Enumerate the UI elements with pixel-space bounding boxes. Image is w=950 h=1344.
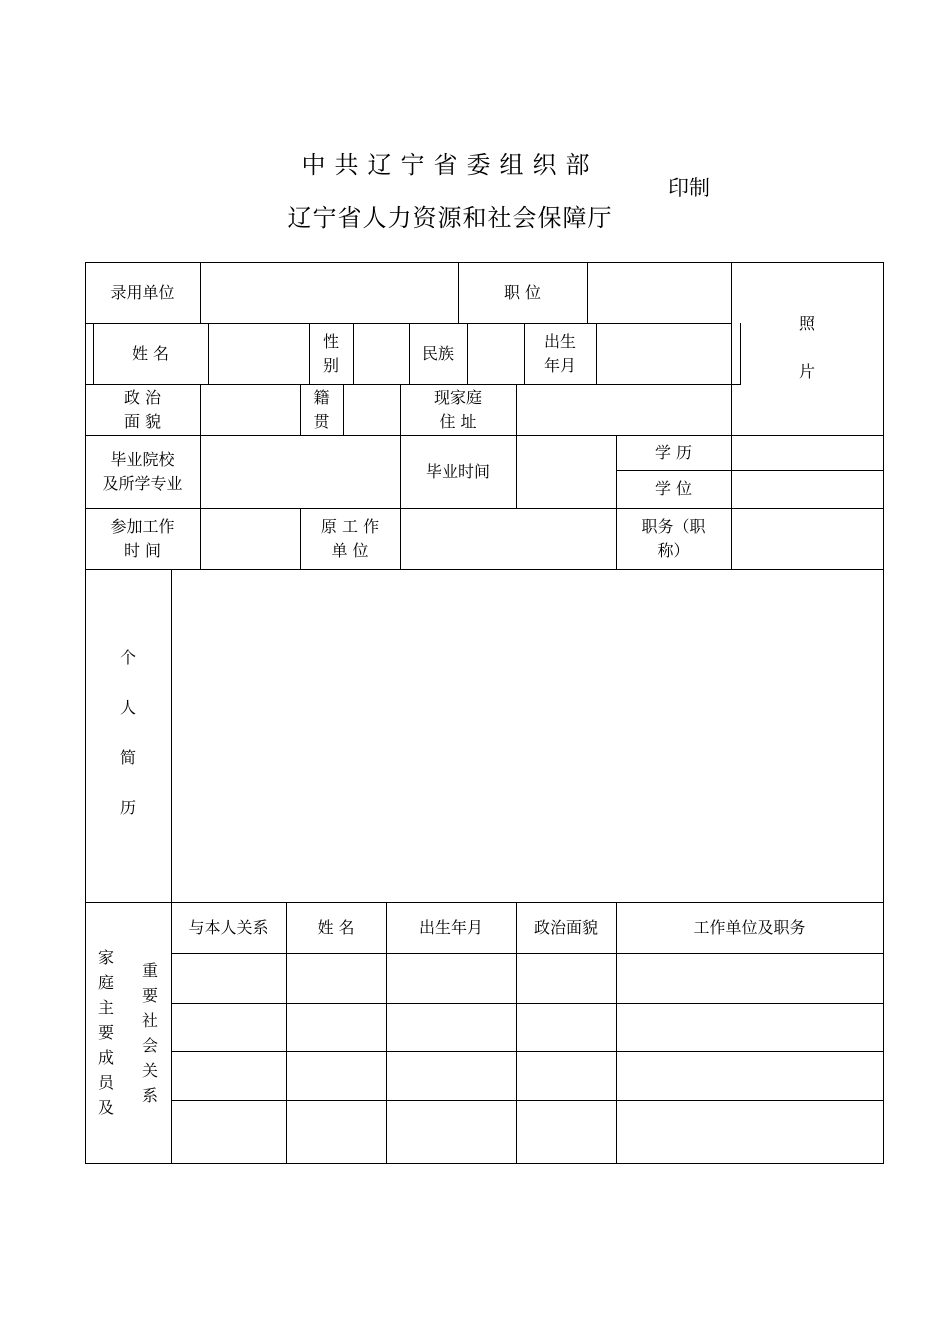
education-label: 学 历 (654, 442, 693, 462)
ethnicity-field[interactable] (468, 324, 524, 384)
gender-label: 性 别 (322, 331, 339, 375)
degree-label: 学 位 (654, 479, 693, 498)
work-start-field[interactable] (201, 509, 300, 569)
employer-field[interactable] (201, 263, 458, 323)
position-field[interactable] (588, 263, 731, 323)
position-label: 职 位 (503, 282, 542, 302)
birth-label: 出生 年月 (543, 331, 576, 375)
degree-field[interactable] (732, 471, 883, 508)
name-field[interactable] (209, 324, 309, 384)
home-address-field[interactable] (517, 385, 731, 435)
member-birth-header: 出生年月 (418, 917, 483, 937)
ethnicity-label: 民族 (421, 343, 454, 363)
title-hr-department: 辽宁省人力资源和社会保障厅 (287, 204, 613, 232)
social-relations-label: 重要社会关系 (141, 961, 158, 1105)
name-label: 姓 名 (131, 343, 170, 363)
member-work-header: 工作单位及职务 (693, 917, 806, 937)
native-place-label: 籍 贯 (313, 387, 330, 431)
school-major-label: 毕业院校 及所学专业 (102, 449, 183, 493)
graduation-time-label: 毕业时间 (425, 461, 490, 481)
member-political-header: 政治面貌 (533, 917, 598, 937)
job-title-label: 职务（职 称） (641, 516, 706, 560)
native-place-field[interactable] (344, 385, 400, 435)
title-org-department: 中共辽宁省委组织部 (301, 151, 599, 179)
original-unit-label: 原 工 作 单 位 (320, 516, 380, 560)
photo-label: 照 片 (798, 314, 815, 381)
member-name-header: 姓 名 (317, 917, 355, 937)
printed-by-label: 印制 (668, 176, 710, 200)
political-status-field[interactable] (201, 385, 300, 435)
employer-label: 录用单位 (110, 282, 175, 302)
family-row[interactable] (172, 954, 883, 1003)
political-status-label: 政 治 面 貌 (123, 387, 162, 431)
gender-field[interactable] (354, 324, 409, 384)
personal-resume-label: 个人简历 (119, 648, 136, 817)
graduation-time-field[interactable] (517, 436, 616, 508)
job-title-field[interactable] (732, 509, 883, 569)
family-members-label: 家庭主要成员及 (97, 948, 114, 1117)
original-unit-field[interactable] (401, 509, 616, 569)
work-start-label: 参加工作 时 间 (110, 516, 175, 560)
family-row[interactable] (172, 1004, 883, 1051)
birth-field[interactable] (597, 324, 740, 384)
personal-resume-field[interactable] (172, 570, 883, 902)
home-address-label: 现家庭 住 址 (433, 387, 482, 431)
family-row[interactable] (172, 1101, 883, 1163)
education-field[interactable] (732, 436, 883, 470)
school-major-field[interactable] (201, 436, 400, 508)
family-row[interactable] (172, 1052, 883, 1100)
relation-header: 与本人关系 (188, 917, 269, 937)
